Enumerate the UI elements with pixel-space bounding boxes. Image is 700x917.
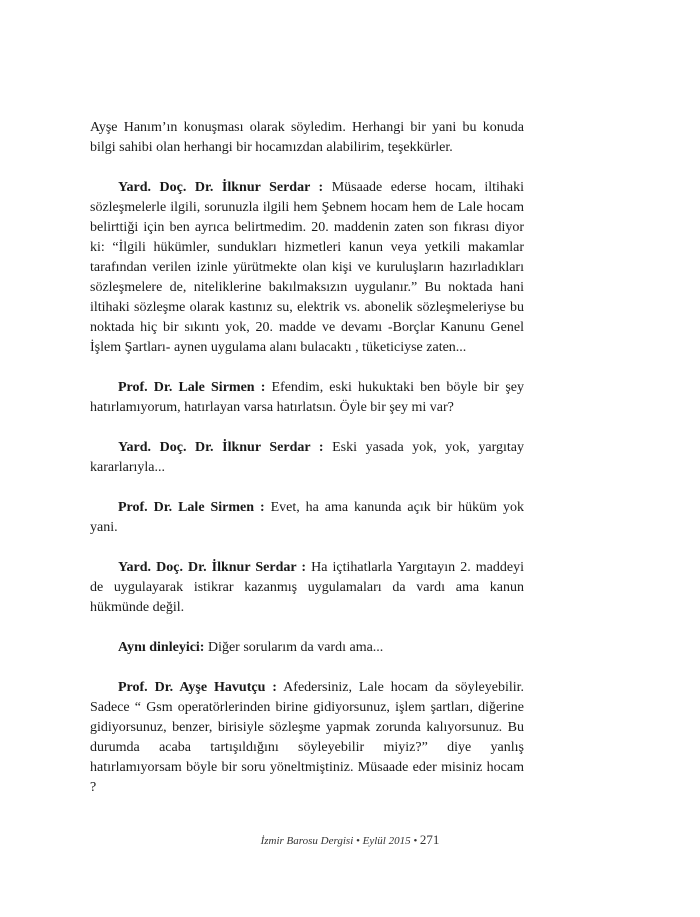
- paragraph-8: [90, 678, 524, 798]
- journal-name: İzmir Barosu Dergisi • Eylül 2015 •: [260, 835, 418, 847]
- paragraph-5: [90, 498, 524, 538]
- speaker-name: Yard. Doç. Dr. İlknur Serdar :: [118, 440, 324, 455]
- paragraph-7: [90, 638, 524, 658]
- speaker-name: Aynı dinleyici:: [118, 640, 205, 655]
- paragraph-text: Afedersiniz, Lale hocam da söyleyebilir. Sadece “ Gsm operatörlerinden birine gidiyorsunuz, işlem şartları, diğerine gidiyorsunuz, benzer, birisiyle sözleşme yapmak zorunda kalıyorsunuz. Bu durumda acaba tartışıldığını söyleyebilir miyiz?” diye yanlış hatırlamıyorsam böyle bir soru yöneltmiştiniz. Müsaade eder misiniz hocam ?: [90, 680, 524, 795]
- paragraph-4: [90, 438, 524, 478]
- paragraph-6: [90, 558, 524, 618]
- paragraph-text: Eski yasada yok, yok, yargıtay kararlarıyla...: [90, 440, 524, 475]
- transcript-body: [90, 118, 524, 818]
- speaker-name: Prof. Dr. Ayşe Havutçu :: [118, 680, 277, 695]
- paragraph-2: [90, 178, 524, 358]
- paragraph-text: Ha içtihatlarla Yargıtayın 2. maddeyi de uygulayarak istikrar kazanmış uygulamaları da vardı ama kanun hükmünde değil.: [90, 560, 525, 615]
- speaker-name: Prof. Dr. Lale Sirmen :: [118, 500, 265, 515]
- page-footer: [0, 832, 700, 848]
- paragraph-text: Ayşe Hanım’ın konuşması olarak söyledim. Herhangi bir yani bu konuda bilgi sahibi olan herhangi bir hocamızdan alabilirim, teşekkürler.: [90, 120, 524, 155]
- paragraph-text: Efendim, eski hukuktaki ben böyle bir şey hatırlamıyorum, hatırlayan varsa hatırlatsın. Öyle bir şey mi var?: [90, 380, 524, 415]
- paragraph-1: [90, 118, 524, 158]
- paragraph-text: Müsaade ederse hocam, iltihaki sözleşmelerle ilgili, sorunuzla ilgili hem Şebnem hocam hem de Lale hocam belirttiği için ben ayrıca belirtmedim. 20. maddenin zaten son fıkrası diyor ki: “İlgili hükümler, sundukları hizmetleri kanun veya yetkili makamlar tarafından verilen izinle yürütmekte olan kişi ve kuruluşların hazırladıkları sözleşmelere de, niteliklerine bakılmaksızın uygulanır.” Bu noktada hani iltihaki sözleşme olarak kastınız su, elektrik vs. abonelik sözleşmeleriyse bu noktada hiç bir sıkıntı yok, 20. madde ve devamı -Borçlar Kanunu Genel İşlem Şartları- aynen uygulama alanı bulacaktı , tüketiciyse zaten...: [90, 180, 525, 355]
- paragraph-text: Diğer sorularım da vardı ama...: [207, 640, 384, 655]
- page-number: 271: [419, 832, 440, 847]
- paragraph-3: [90, 378, 524, 418]
- speaker-name: Yard. Doç. Dr. İlknur Serdar :: [118, 180, 324, 195]
- speaker-name: Yard. Doç. Dr. İlknur Serdar :: [118, 560, 307, 575]
- speaker-name: Prof. Dr. Lale Sirmen :: [118, 380, 266, 395]
- paragraph-text: Evet, ha ama kanunda açık bir hüküm yok yani.: [90, 500, 524, 535]
